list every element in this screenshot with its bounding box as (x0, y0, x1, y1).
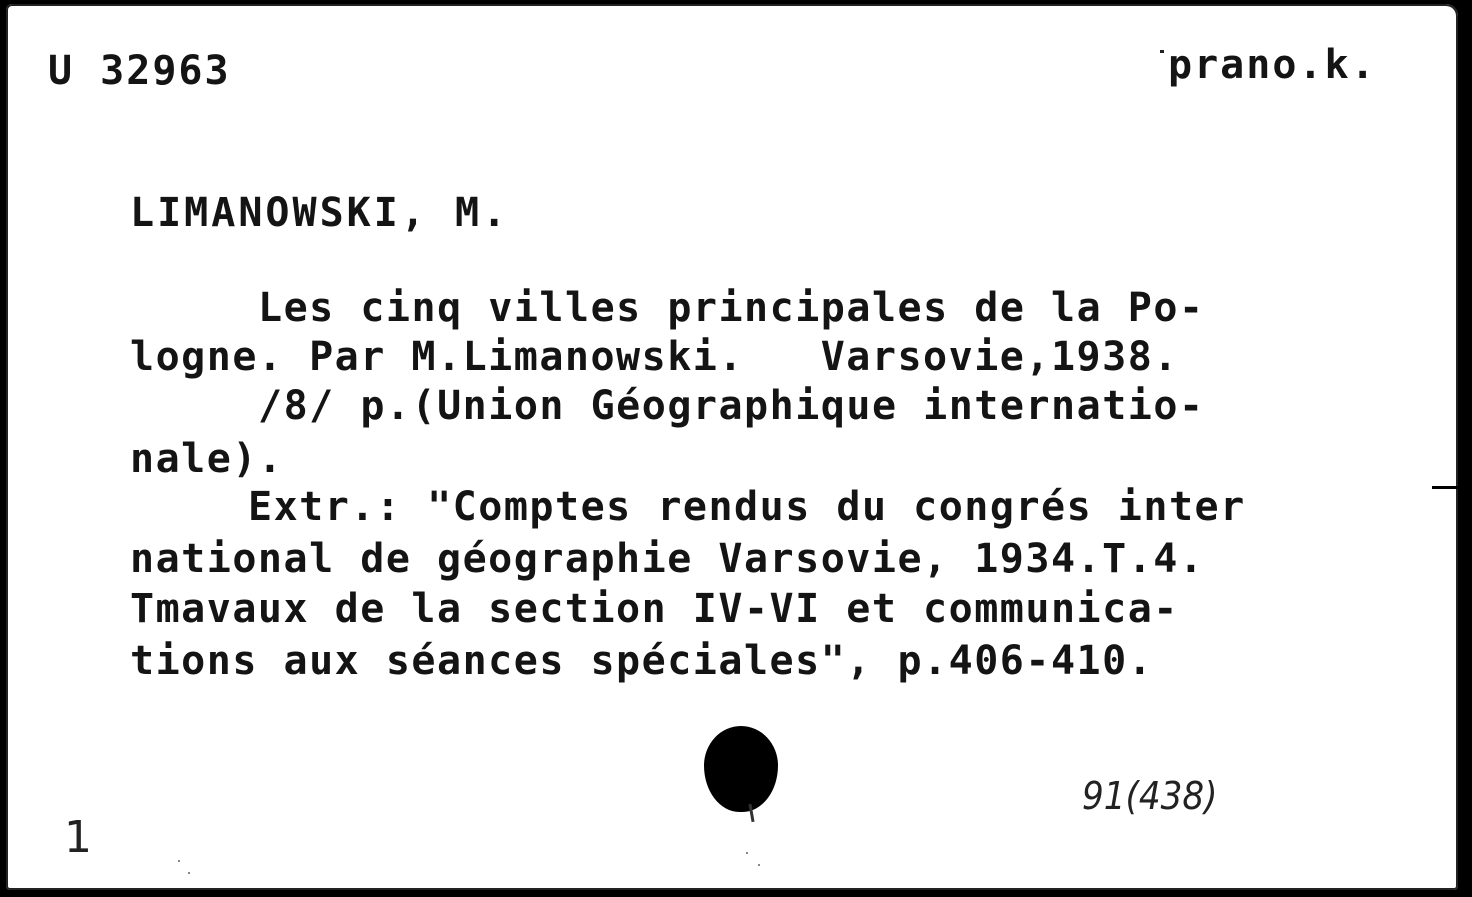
punch-hole (704, 726, 778, 812)
description-line: Extr.: "Comptes rendus du congrés inter (248, 484, 1246, 530)
edge-mark (1432, 486, 1472, 489)
author-heading: LIMANOWSKI, M. (130, 190, 510, 236)
description-line: /8/ p.(Union Géographique internatio- (258, 383, 1205, 429)
description-line: Tmavaux de la section IV-VI et communica- (130, 586, 1179, 632)
description-line: tions aux séances spéciales", p.406-410. (130, 638, 1154, 684)
card-sequence-number: 1 (64, 812, 92, 863)
description-line: nale). (130, 436, 284, 482)
location-code: prano.k. (1168, 42, 1377, 88)
catalog-card (6, 4, 1458, 890)
speck (188, 872, 190, 874)
description-line: logne. Par M.Limanowski. Varsovie,1938. (130, 334, 1179, 380)
location-mark (1160, 50, 1164, 53)
description-line: Les cinq villes principales de la Po- (258, 285, 1205, 331)
speck (758, 864, 760, 866)
description-line: national de géographie Varsovie, 1934.T.4. (130, 536, 1205, 582)
speck (746, 852, 748, 854)
speck (178, 860, 180, 862)
shelfmark: U 32963 (48, 48, 231, 94)
classification-number: 91(438) (1082, 774, 1218, 818)
